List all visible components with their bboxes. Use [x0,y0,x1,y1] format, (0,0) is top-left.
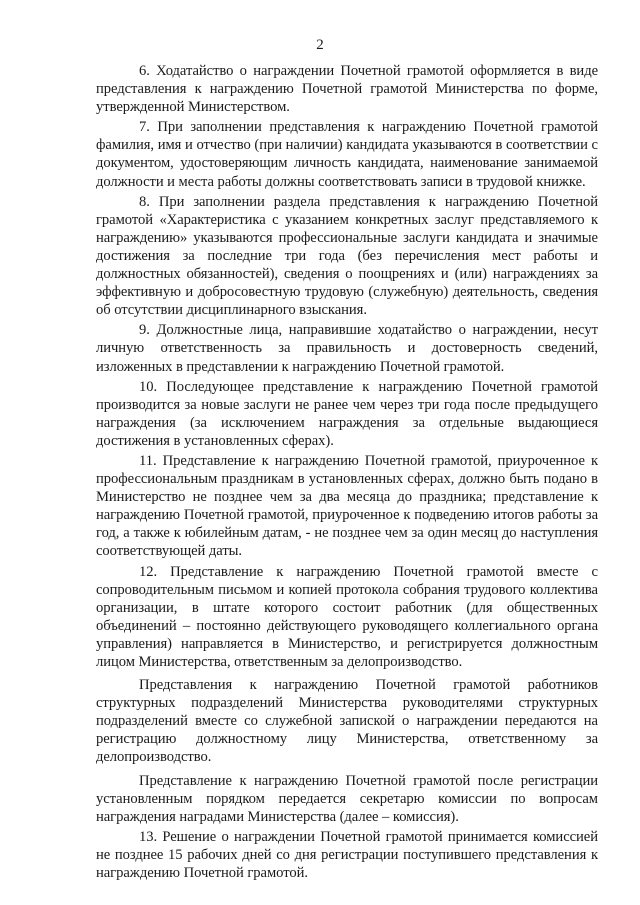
paragraph-12-structural-units: Представления к награждению Почетной грамотой работников структурных подразделений Министерства руководителями структурных подразделений вместе со служебной запиской о награждении передаются на регистрацию должностному лицу Министерства, ответственному за делопроизводство. [96,677,598,766]
paragraph-12: 12. Представление к награждению Почетной грамотой вместе с сопроводительным письмом и копией протокола собрания трудового коллектива организации, в штате которого состоит работник (для общественных объединений – постоянно действующего руководящего коллегиального органа управления) направляется в Министерство, и регистрируется должностным лицом Министерства, ответственным за делопроизводство. [96,563,598,670]
paragraph-10: 10. Последующее представление к награждению Почетной грамотой производится за новые заслуги не ранее чем через три года после предыдущего награждения (за исключением награждения за отдельные выдающиеся достижения в установленных сферах). [96,378,598,449]
document-body [96,62,598,884]
page-number: 2 [316,37,324,53]
paragraph-8: 8. При заполнении раздела представления к награждению Почетной грамотой «Характеристика с указанием конкретных заслуг представляемого к награждению» указываются профессиональные заслуги кандидата и значимые достижения за последние три года (без перечисления мест работы и должностных обязанностей), сведения о поощрениях и (или) награждениях за эффективную и добросовестную трудовую (служебную) деятельность, сведения об отсутствии дисциплинарного взыскания. [96,193,598,319]
paragraph-12-registration: Представление к награждению Почетной грамотой после регистрации установленным порядком передается секретарю комиссии по вопросам награждения наградами Министерства (далее – комиссия). [96,772,598,825]
paragraph-9: 9. Должностные лица, направившие ходатайство о награждении, несут личную ответственность за правильность и достоверность сведений, изложенных в представлении к награждению Почетной грамотой. [96,322,598,375]
paragraph-7: 7. При заполнении представления к награждению Почетной грамотой фамилия, имя и отчество (при наличии) кандидата указываются в соответствии с документом, удостоверяющим личность кандидата, наименование занимаемой должности и места работы должны соответствовать записи в трудовой книжке. [96,119,598,190]
paragraph-13: 13. Решение о награждении Почетной грамотой принимается комиссией не позднее 15 рабочих дней со дня регистрации поступившего представления к награждению Почетной грамотой. [96,828,598,882]
paragraph-6: 6. Ходатайство о награждении Почетной грамотой оформляется в виде представления к награждению Почетной грамотой Министерства по форме, утвержденной Министерством. [96,63,598,116]
paragraph-11: 11. Представление к награждению Почетной грамотой, приуроченное к профессиональным праздникам в установленных сферах, должно быть подано в Министерство не позднее чем за два месяца до праздника; представление к награждению Почетной грамотой, приуроченное к подведению итогов работы за год, а также к юбилейным датам, - не позднее чем за один месяц до наступления соответствующей даты. [96,452,598,560]
